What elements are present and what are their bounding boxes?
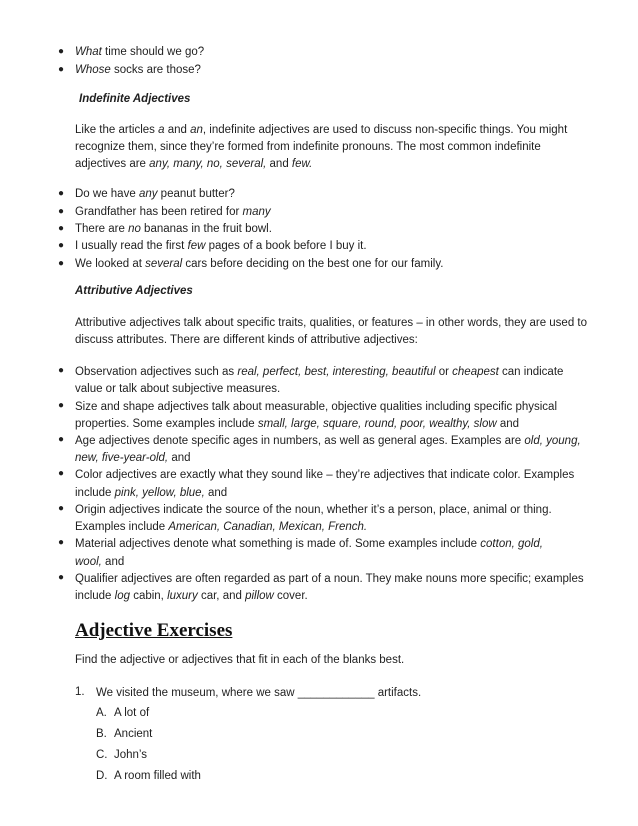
- bullet-icon: ●: [58, 46, 65, 57]
- paragraph-line: recognize them, since they’re formed from indefinite pronouns. The most common indefinite: [75, 141, 541, 153]
- list-item-line: Material adjectives denote what something is made of. Some examples include cotton, gold,: [75, 538, 543, 550]
- list-item-line: Observation adjectives such as real, perfect, best, interesting, beautiful or cheapest can indicate: [75, 366, 564, 378]
- list-item-line: include pink, yellow, blue, and: [75, 487, 228, 499]
- bullet-icon: ●: [58, 572, 65, 583]
- list-item-line: value or talk about subjective measures.: [75, 383, 281, 395]
- emphasis: What: [75, 46, 102, 58]
- list-item-line: Color adjectives are exactly what they sound like – they’re adjectives that indicate color. Examples: [75, 469, 575, 481]
- exercises-title: Adjective Exercises: [75, 620, 233, 641]
- list-item-line: new, five-year-old, and: [75, 452, 191, 464]
- bullet-icon: ●: [58, 188, 65, 199]
- list-item-text: time should we go?: [101, 46, 205, 58]
- question-number: 1.: [75, 686, 85, 698]
- answer-option-d: D. A room filled with: [96, 770, 201, 782]
- bullet-icon: ●: [58, 64, 65, 75]
- bullet-icon: ●: [58, 206, 65, 217]
- section-heading-indefinite: Indefinite Adjectives: [79, 93, 191, 105]
- exercises-instruction: Find the adjective or adjectives that fit in each of the blanks best.: [75, 654, 405, 666]
- list-item-text: socks are those?: [110, 64, 201, 76]
- section-heading-attributive: Attributive Adjectives: [75, 285, 193, 297]
- bullet-icon: ●: [58, 503, 65, 514]
- list-item-line: include log cabin, luxury car, and pillow cover.: [75, 590, 308, 602]
- answer-option-c: C. John’s: [96, 749, 148, 761]
- bullet-icon: ●: [58, 223, 65, 234]
- list-item-line: Age adjectives denote specific ages in numbers, as well as general ages. Examples are old, young,: [75, 435, 581, 447]
- bullet-icon: ●: [58, 400, 65, 411]
- bullet-icon: ●: [58, 537, 65, 548]
- paragraph-line: Like the articles a and an, indefinite adjectives are used to discuss non-specific things. You might: [75, 124, 568, 136]
- bullet-icon: ●: [58, 365, 65, 376]
- paragraph-line: adjectives are any, many, no, several, and few.: [75, 158, 313, 170]
- list-item-line: wool, and: [75, 556, 125, 568]
- answer-option-a: A. A lot of: [96, 707, 150, 719]
- list-item-line: Qualifier adjectives are often regarded as part of a noun. They make nouns more specific; examples: [75, 573, 584, 585]
- bullet-icon: ●: [58, 468, 65, 479]
- bullet-icon: ●: [58, 258, 65, 269]
- emphasis: Whose: [75, 64, 111, 76]
- document-page: ● What time should we go? ● Whose socks are those? Indefinite Adjectives Like the articles a and an, indefinite adjectives are used to discuss non-specific things. You might recognize them, since they’re formed from indefinite pronouns. The most common indefinite adjectives are any, many, no, several, and few. ● Do we have any peanut butter? ● Grandfather has been retired for many ● There are no bananas in the fruit bowl. ● I usually read the first few pages of a book before I buy it. ● We looked at several cars before deciding on the best one for our family. Attributive Adjectives Attributive adjectives talk about specific traits, qualities, or features – in other words, they are used to discuss attributes. There are different kinds of attributive adjectives: ● Observation adjectives such as real, perfect, best, interesting, beautiful or cheapest can indicate value or talk about subjective measures. ● Size and shape adjectives talk about measurable, objective qualities including specific physical properties. Some examples include small, large, square, round, poor, wealthy, slow and ● Age adjectives denote specific ages in numbers, as well as general ages. Examples are old, young, new, five-year-old, and ● Color adjectives are exactly what they sound like – they’re adjectives that indicate color. Examples include pink, yellow, blue, and ● Origin adjectives indicate the source of the noun, whether it’s a person, place, animal or thing. Examples include American, Canadian, Mexican, French. ● Material adjectives denote what something is made of. Some examples include cotton, gold, wool, and ● Qualifier adjectives are often regarded as part of a noun. They make nouns more specific; examples include log cabin, luxury car, and pillow cover. Adjective Exercises Find the adjective or adjectives that fit in each of the blanks best. 1. We visited the museum, where we saw ____________ artifacts. A. A lot of B. Ancient C. John’s D. A room filled with: [58, 46, 588, 782]
- paragraph-line: Attributive adjectives talk about specific traits, qualities, or features – in other words, they are used to: [75, 317, 588, 329]
- list-item-line: Size and shape adjectives talk about measurable, objective qualities including specific physical: [75, 401, 558, 413]
- list-item-line: Origin adjectives indicate the source of the noun, whether it’s a person, place, animal or thing.: [75, 504, 552, 516]
- question-text: We visited the museum, where we saw ____________ artifacts.: [96, 687, 422, 699]
- bullet-icon: ●: [58, 240, 65, 251]
- answer-option-b: B. Ancient: [96, 728, 153, 740]
- paragraph-line: discuss attributes. There are different kinds of attributive adjectives:: [75, 334, 418, 346]
- list-item-line: properties. Some examples include small, large, square, round, poor, wealthy, slow and: [75, 418, 520, 430]
- list-item-line: Examples include American, Canadian, Mexican, French.: [75, 521, 368, 533]
- bullet-icon: ●: [58, 434, 65, 445]
